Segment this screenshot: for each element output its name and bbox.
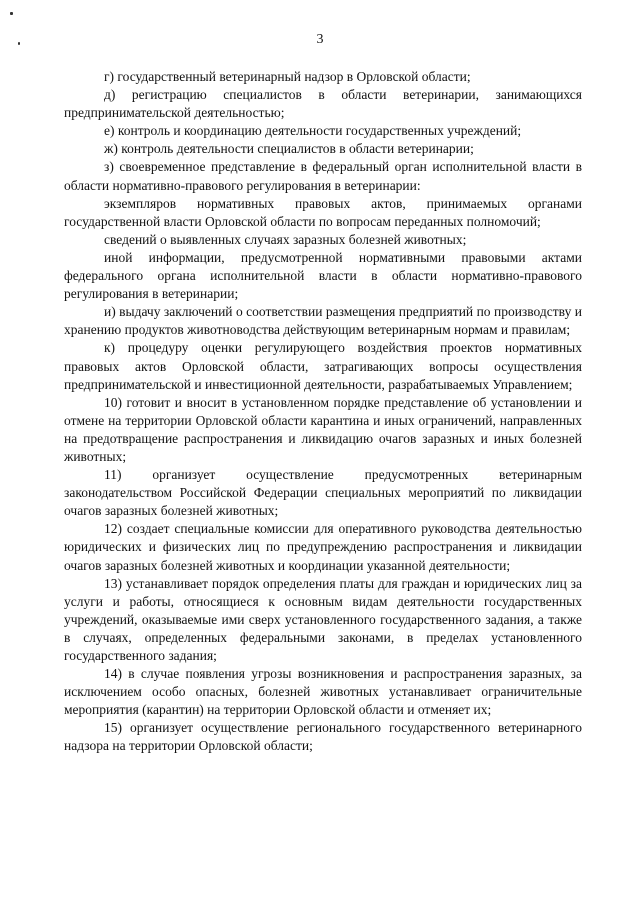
paragraph-12: 12) создает специальные комиссии для оперативного руководства деятельностью юридических и физических лиц по предупреждению распространения и ликвидации очагов заразных болезней животных и координации указанной деятельности; bbox=[64, 521, 582, 573]
page-number: 3 bbox=[316, 32, 324, 47]
paragraph-z: з) своевременное представление в федеральный орган исполнительной власти в области нормативно-правового регулирования в ветеринарии: bbox=[64, 159, 582, 193]
paragraph-zh: ж) контроль деятельности специалистов в области ветеринарии; bbox=[104, 141, 474, 157]
paragraph-z-cases: сведений о выявленных случаях заразных болезней животных; bbox=[104, 231, 467, 247]
paragraph-k: к) процедуру оценки регулирующего воздействия проектов нормативных правовых актов Орловской области, затрагивающих вопросы осуществления предпринимательской и инвестиционной деятельности, разрабатываемых Управлением; bbox=[64, 340, 582, 392]
paragraph-11: 11) организует осуществление предусмотренных ветеринарным законодательством Российской Федерации специальных мероприятий по ликвидации очагов заразных болезней животных; bbox=[64, 467, 582, 519]
paragraph-z-copies: экземпляров нормативных правовых актов, принимаемых органами государственной власти Орловской области по вопросам переданных полномочий; bbox=[64, 195, 582, 229]
paragraph-i: и) выдачу заключений о соответствии размещения предприятий по производству и хранению продуктов животноводства действующим ветеринарным нормам и правилам; bbox=[64, 304, 582, 338]
paragraph-15: 15) организует осуществление регионального государственного ветеринарного надзора на территории Орловской области; bbox=[64, 720, 582, 754]
paragraph-14: 14) в случае появления угрозы возникновения и распространения заразных, за исключением особо опасных, болезней животных устанавливает ограничительные мероприятия (карантин) на территории Орловской области и отменяет их; bbox=[64, 666, 582, 718]
scan-speck bbox=[10, 12, 13, 15]
paragraph-g: г) государственный ветеринарный надзор в Орловской области; bbox=[104, 69, 471, 84]
paragraph-e: е) контроль и координацию деятельности государственных учреждений; bbox=[104, 123, 522, 139]
paragraph-z-other: иной информации, предусмотренной нормативными правовыми актами федерального органа исполнительной власти в области нормативно-правового регулирования в ветеринарии; bbox=[64, 249, 582, 302]
paragraph-d: д) регистрацию специалистов в области ветеринарии, занимающихся предпринимательской деятельностью; bbox=[64, 87, 582, 121]
document-body bbox=[64, 68, 582, 756]
paragraph-13: 13) устанавливает порядок определения платы для граждан и юридических лиц за услуги и работы, относящиеся к основным видам деятельности государственных учреждений, оказываемые ими сверх установленного государственного задания, а также в случаях, определенных федеральными законами, в пределах установленного государственного задания; bbox=[64, 575, 582, 663]
paragraph-10: 10) готовит и вносит в установленном порядке представление об установлении и отмене на территории Орловской области карантина и иных ограничений, направленных на предотвращение распространения и ликвидацию очагов заразных и иных болезней животных; bbox=[64, 394, 582, 464]
